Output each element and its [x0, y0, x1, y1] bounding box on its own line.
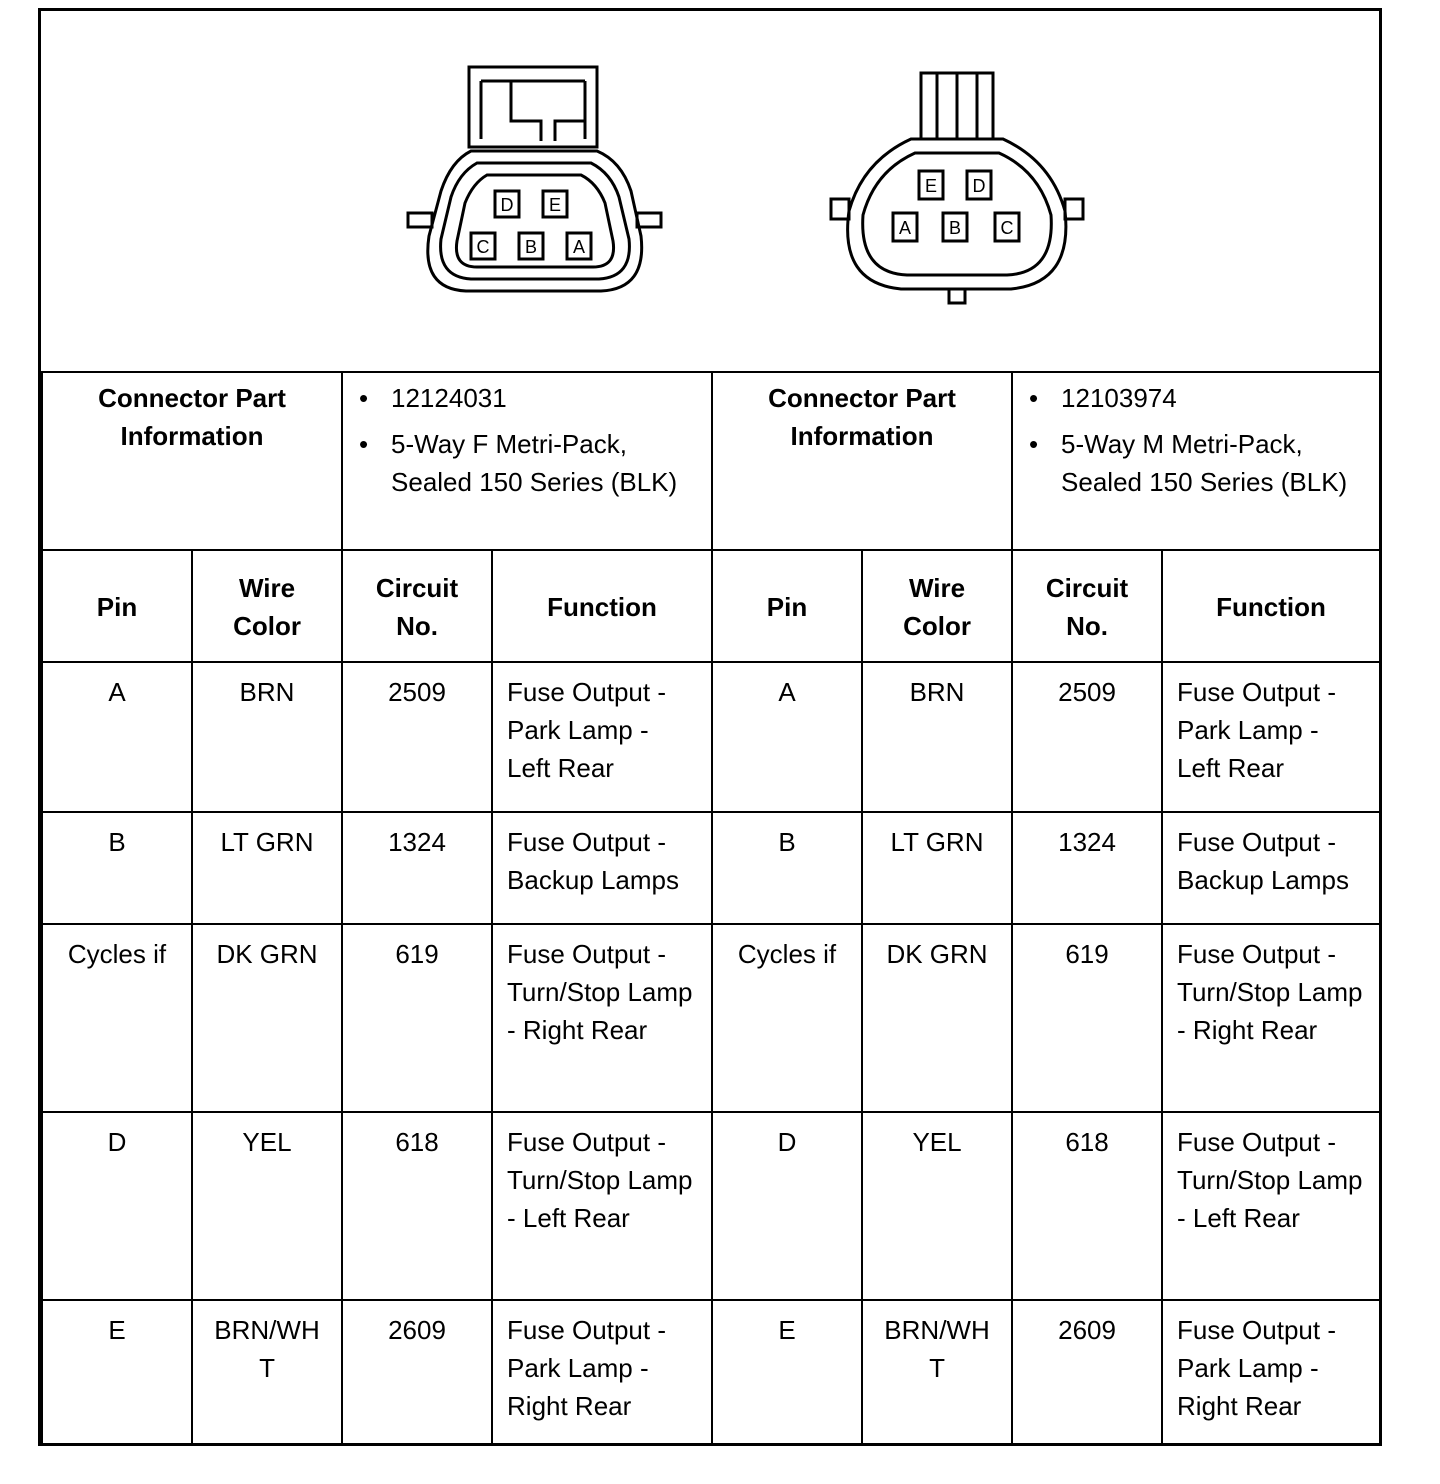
right-side-tab-right	[1065, 199, 1083, 219]
left-description: • 5-Way F Metri-Pack, Sealed 150 Series (BLK)	[391, 425, 697, 501]
right-latch-ribs	[937, 73, 977, 139]
right-pin-label-bottom-2: B	[948, 218, 962, 238]
left-circuit-header: Circuit No.	[342, 550, 492, 662]
left-pin-label-top-2: E	[548, 195, 562, 215]
circuit-cell: 618	[1012, 1112, 1162, 1300]
left-inner-shell	[441, 163, 630, 279]
left-latch-tab	[511, 81, 585, 141]
wire-color-cell: LT GRN	[192, 812, 342, 924]
pin-cell: A	[712, 662, 862, 812]
left-part-number: • 12124031	[391, 379, 697, 417]
left-wire-color-header: Wire Color	[192, 550, 342, 662]
left-side-tab-left	[408, 213, 432, 227]
right-bottom-key	[949, 289, 965, 303]
pin-cell: B	[42, 812, 192, 924]
function-cell: Fuse Output - Backup Lamps	[492, 812, 712, 924]
table-row	[42, 662, 1380, 812]
function-cell: Fuse Output - Turn/Stop Lamp - Left Rear	[492, 1112, 712, 1300]
right-info-list	[1012, 372, 1380, 550]
function-cell: Fuse Output - Park Lamp - Left Rear	[492, 662, 712, 812]
pin-cell: B	[712, 812, 862, 924]
circuit-cell: 618	[342, 1112, 492, 1300]
right-pin-header: Pin	[712, 550, 862, 662]
right-part-number: • 12103974	[1061, 379, 1365, 417]
wire-color-cell: DK GRN	[862, 924, 1012, 1112]
pinout-table	[41, 371, 1381, 1445]
left-latch-housing	[469, 67, 597, 147]
connector-info-row	[42, 372, 1380, 550]
wire-color-cell: DK GRN	[192, 924, 342, 1112]
female-connector-drawing	[408, 67, 661, 291]
function-cell: Fuse Output - Park Lamp - Left Rear	[1162, 662, 1380, 812]
connector-end-view-sheet	[38, 8, 1382, 1446]
right-info-label: Connector Part Information	[712, 372, 1012, 550]
right-pin-label-top-2: D	[972, 176, 986, 196]
circuit-cell: 1324	[342, 812, 492, 924]
left-pin-label-bottom-1: C	[476, 237, 490, 257]
function-cell: Fuse Output - Turn/Stop Lamp - Left Rear	[1162, 1112, 1380, 1300]
left-pin-label-bottom-3: A	[572, 237, 586, 257]
function-cell: Fuse Output - Turn/Stop Lamp - Right Rear	[1162, 924, 1380, 1112]
male-connector-drawing	[831, 73, 1083, 303]
wire-color-cell: YEL	[192, 1112, 342, 1300]
left-pin-header: Pin	[42, 550, 192, 662]
left-info-label: Connector Part Information	[42, 372, 342, 550]
wire-color-cell: BRN/WHT	[192, 1300, 342, 1444]
right-pin-label-bottom-1: A	[898, 218, 912, 238]
header-row	[42, 550, 1380, 662]
right-wire-color-header: Wire Color	[862, 550, 1012, 662]
circuit-cell: 2509	[1012, 662, 1162, 812]
function-cell: Fuse Output - Backup Lamps	[1162, 812, 1380, 924]
pin-cell: A	[42, 662, 192, 812]
circuit-cell: 2509	[342, 662, 492, 812]
wire-color-cell: YEL	[862, 1112, 1012, 1300]
left-function-header: Function	[492, 550, 712, 662]
left-latch-inner	[481, 81, 585, 139]
function-cell: Fuse Output - Park Lamp - Right Rear	[1162, 1300, 1380, 1444]
left-pin-label-top-1: D	[500, 195, 514, 215]
wire-color-cell: BRN	[192, 662, 342, 812]
right-circuit-header: Circuit No.	[1012, 550, 1162, 662]
right-function-header: Function	[1162, 550, 1380, 662]
circuit-cell: 1324	[1012, 812, 1162, 924]
pin-cell: Cycles if	[42, 924, 192, 1112]
table-row	[42, 924, 1380, 1112]
right-side-tab-left	[831, 199, 849, 219]
right-pin-label-top-1: E	[924, 176, 938, 196]
right-description: • 5-Way M Metri-Pack, Sealed 150 Series (BLK)	[1061, 425, 1365, 501]
wire-color-cell: LT GRN	[862, 812, 1012, 924]
table-row	[42, 1300, 1380, 1444]
circuit-cell: 2609	[342, 1300, 492, 1444]
connector-illustrations	[41, 11, 1379, 371]
circuit-cell: 619	[1012, 924, 1162, 1112]
left-info-list	[342, 372, 712, 550]
left-side-tab-right	[637, 213, 661, 227]
pin-cell: E	[712, 1300, 862, 1444]
table-row	[42, 1112, 1380, 1300]
pin-cell: D	[42, 1112, 192, 1300]
circuit-cell: 619	[342, 924, 492, 1112]
circuit-cell: 2609	[1012, 1300, 1162, 1444]
pin-cell: D	[712, 1112, 862, 1300]
function-cell: Fuse Output - Park Lamp - Right Rear	[492, 1300, 712, 1444]
pin-cell: E	[42, 1300, 192, 1444]
wire-color-cell: BRN/WHT	[862, 1300, 1012, 1444]
connector-drawings	[41, 11, 1379, 371]
left-pin-label-bottom-2: B	[524, 237, 538, 257]
table-row	[42, 812, 1380, 924]
right-pin-label-bottom-3: C	[1000, 218, 1014, 238]
wire-color-cell: BRN	[862, 662, 1012, 812]
pin-cell: Cycles if	[712, 924, 862, 1112]
function-cell: Fuse Output - Turn/Stop Lamp - Right Rear	[492, 924, 712, 1112]
